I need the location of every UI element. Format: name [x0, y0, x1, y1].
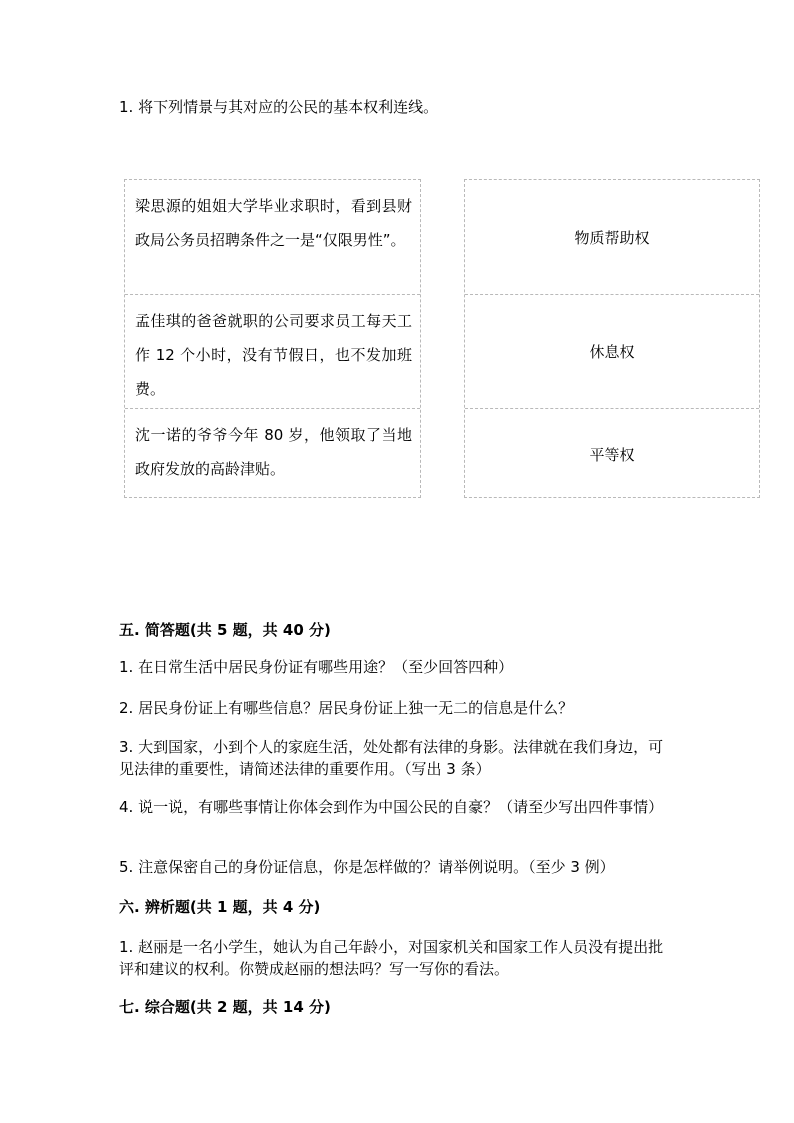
scenarios-table: [124, 179, 421, 498]
scenario-cell: 梁思源的姐姐大学毕业求职时，看到县财政局公务员招聘条件之一是“仅限男性”。: [135, 197, 412, 249]
section-heading: 五. 简答题(共 5 题，共 40 分): [119, 621, 331, 639]
matching-instruction: 1. 将下列情景与其对应的公民的基本权利连线。: [119, 98, 439, 116]
rights-table: [464, 179, 760, 498]
right-cell: 平等权: [465, 408, 759, 499]
scenario-cell: 孟佳琪的爸爸就职的公司要求员工每天工作 12 个小时，没有节假日，也不发加班费。: [125, 294, 420, 408]
question: 1. 赵丽是一名小学生，她认为自己年龄小，对国家机关和国家工作人员没有提出批评和建议的权利。你赞成赵丽的想法吗？写一写你的看法。: [119, 938, 664, 978]
right-cell: 休息权: [465, 294, 759, 408]
question: 1. 在日常生活中居民身份证有哪些用途？（至少回答四种）: [119, 658, 514, 676]
question: 5. 注意保密自己的身份证信息，你是怎样做的？请举例说明。（至少 3 例）: [119, 858, 615, 876]
question: 3. 大到国家，小到个人的家庭生活，处处都有法律的身影。法律就在我们身边，可见法律的重要性，请简述法律的重要作用。（写出 3 条）: [119, 738, 664, 778]
question: 4. 说一说，有哪些事情让你体会到作为中国公民的自豪？（请至少写出四件事情）: [119, 798, 664, 816]
question: 2. 居民身份证上有哪些信息？居民身份证上独一无二的信息是什么？: [119, 699, 574, 717]
right-cell: 物质帮助权: [574, 228, 650, 247]
section-heading: 六. 辨析题(共 1 题，共 4 分): [119, 898, 321, 916]
section-heading: 七. 综合题(共 2 题，共 14 分): [119, 998, 331, 1016]
scenario-cell: 沈一诺的爷爷今年 80 岁，他领取了当地政府发放的高龄津贴。: [125, 408, 420, 499]
